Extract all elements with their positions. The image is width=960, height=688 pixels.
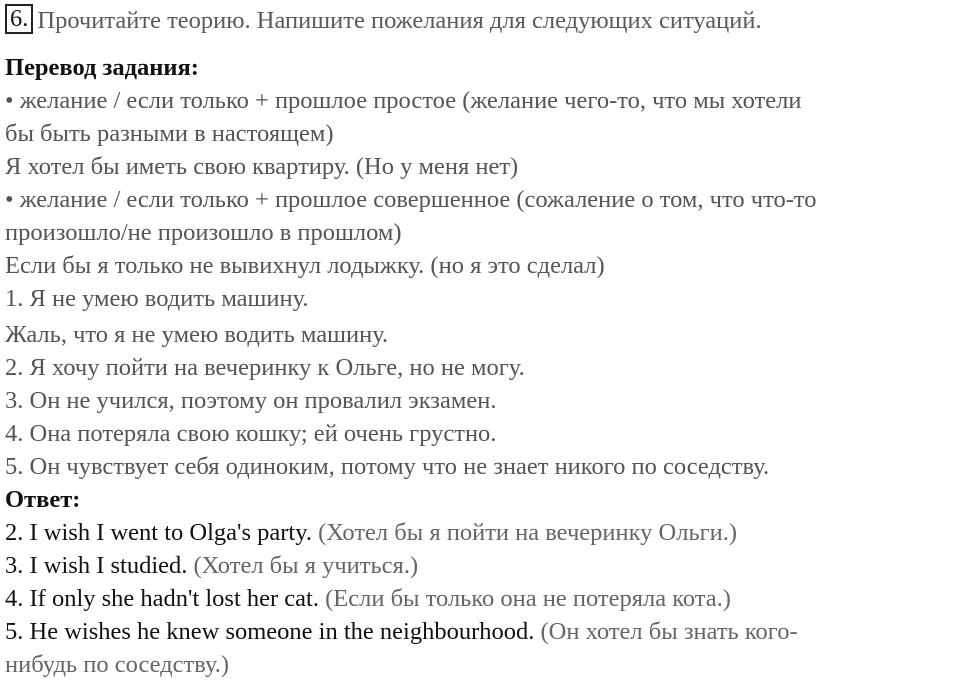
answer-english: 2. I wish I went to Olga's party. [5,519,312,546]
answer-item [5,582,955,615]
answer-english: 4. If only she hadn't lost her cat. [5,585,319,612]
task-header [5,3,955,39]
answer-russian: (Он хотел бы знать кого- [540,618,798,645]
answer-english: 5. He wishes he knew someone in the neighbourhood. [5,618,535,645]
translation-heading: Перевод задания: [5,54,199,81]
answer-item [5,549,955,582]
task-number: 6. [5,4,33,34]
answer-item [5,516,955,549]
answer-item [5,615,955,648]
translation-line: 3. Он не учился, поэтому он провалил экзамен. [5,387,497,414]
translation-line: 4. Она потеряла свою кошку; ей очень грустно. [5,420,497,447]
translation-line: • желание / если только + прошлое простое (желание чего-то, что мы хотели [5,87,802,114]
translation-line: Жаль, что я не умею водить машину. [5,321,389,348]
translation-line: произошло/не произошло в прошлом) [5,219,402,246]
answer-russian: (Хотел бы я учиться.) [193,552,419,579]
translation-line: бы быть разными в настоящем) [5,120,334,147]
answer-russian: (Если бы только она не потеряла кота.) [325,585,731,612]
translation-line: 1. Я не умею водить машину. [5,285,309,312]
translation-line: Я хотел бы иметь свою квартиру. (Но у меня нет) [5,153,519,180]
answer-heading: Ответ: [5,486,81,513]
answer-english: 3. I wish I studied. [5,552,188,579]
task-instruction: Прочитайте теорию. Напишите пожелания для следующих ситуаций. [37,7,762,34]
answer-russian: (Хотел бы я пойти на вечеринку Ольги.) [318,519,738,546]
translation-line: Если бы я только не вывихнул лодыжку. (но я это сделал) [5,252,605,279]
translation-line: 5. Он чувствует себя одиноким, потому что не знает никого по соседству. [5,453,770,480]
answer-continuation: нибудь по соседству.) [5,651,230,678]
document-page [5,3,955,681]
translation-line: 2. Я хочу пойти на вечеринку к Ольге, но не могу. [5,354,525,381]
translation-line: • желание / если только + прошлое совершенное (сожаление о том, что что-то [5,186,817,213]
